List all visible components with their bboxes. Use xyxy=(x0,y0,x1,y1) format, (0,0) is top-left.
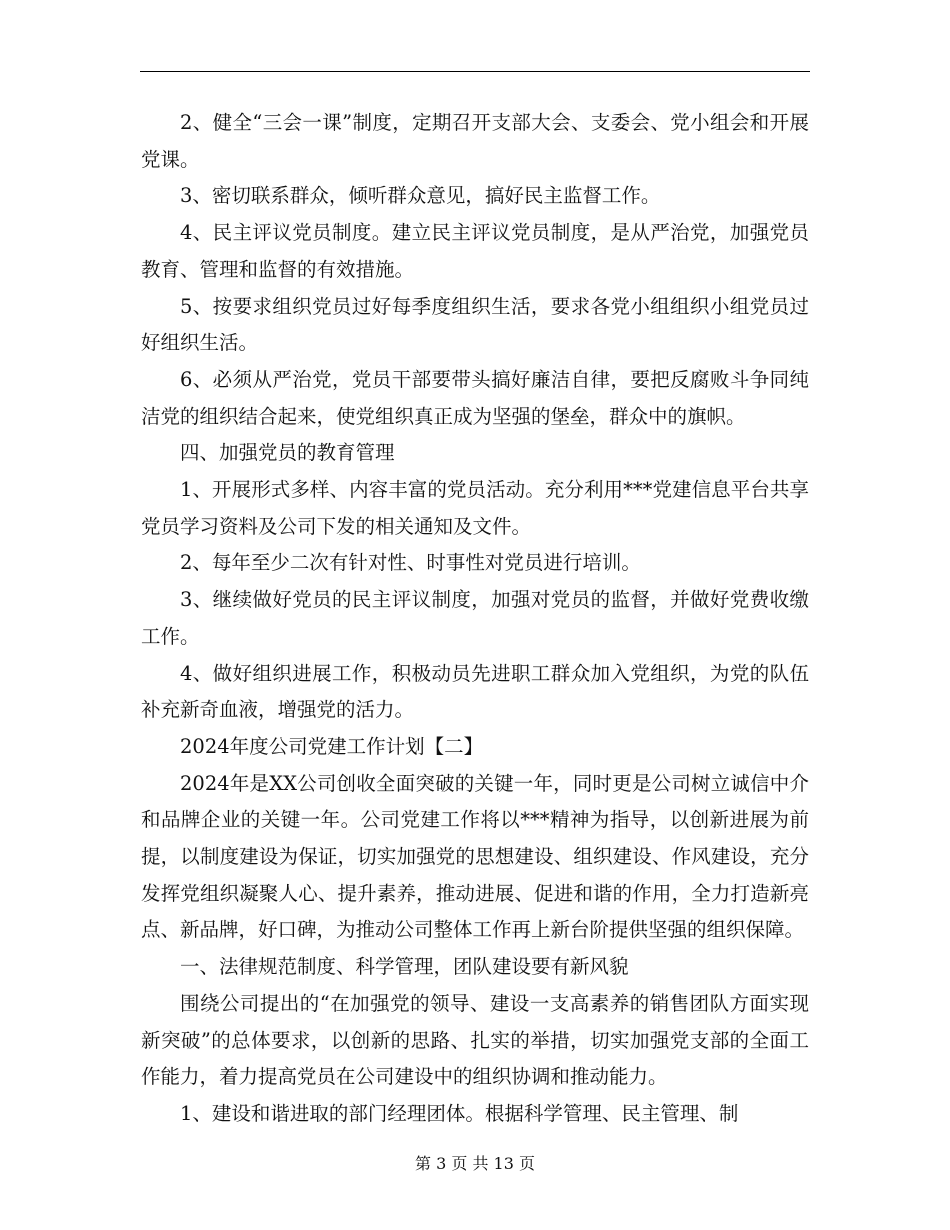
paragraph: 围绕公司提出的“在加强党的领导、建设一支高素养的销售团队方面实现新突破”的总体要求，以创新的思路、扎实的举措，切实加强党支部的全面工作能力，着力提高党员在公司建设中的组织协调和推动能力。 xyxy=(141,991,809,1089)
paragraph: 1、建设和谐进取的部门经理团体。根据科学管理、民主管理、制 xyxy=(180,1101,739,1125)
paragraph: 3、继续做好党员的民主评议制度，加强对党员的监督，并做好党费收缴工作。 xyxy=(141,588,809,648)
paragraph: 5、按要求组织党员过好每季度组织生活，要求各党小组组织小组党员过好组织生活。 xyxy=(141,294,809,355)
paragraph: 4、做好组织进展工作，积极动员先进职工群众加入党组织，为党的队伍补充新奇血液，增强党的活力。 xyxy=(141,661,809,722)
document-subtitle: 2024年度公司党建工作计划【二】 xyxy=(180,734,484,758)
section-heading: 一、法律规范制度、科学管理，团队建设要有新风貌 xyxy=(180,955,629,979)
paragraph: 3、密切联系群众，倾听群众意见，搞好民主监督工作。 xyxy=(180,184,661,208)
document-body xyxy=(141,105,809,1133)
paragraph: 4、民主评议党员制度。建立民主评议党员制度，是从严治党，加强党员教育、管理和监督的有效措施。 xyxy=(141,221,809,281)
header-rule xyxy=(140,71,810,72)
paragraph: 2、每年至少二次有针对性、时事性对党员进行培训。 xyxy=(180,551,641,575)
section-heading: 四、加强党员的教育管理 xyxy=(180,441,395,465)
paragraph: 1、开展形式多样、内容丰富的党员活动。充分利用***党建信息平台共享党员学习资料及公司下发的相关通知及文件。 xyxy=(141,478,809,538)
paragraph: 2024年是XX公司创收全面突破的关键一年，同时更是公司树立诚信中介和品牌企业的关键一年。公司党建工作将以***精神为指导，以创新进展为前提，以制度建设为保证，切实加强党的思想建设、组织建设、作风建设，充分发挥党组织凝聚人心、提升素养，推动进展、促进和谐的作用，全力打造新亮点、新品牌，好口碑，为推动公司整体工作再上新台阶提供坚强的组织保障。 xyxy=(141,771,809,942)
paragraph: 6、必须从严治党，党员干部要带头搞好廉洁自律，要把反腐败斗争同纯洁党的组织结合起来，使党组织真正成为坚强的堡垒，群众中的旗帜。 xyxy=(141,367,809,428)
paragraph: 2、健全“三会一课”制度，定期召开支部大会、支委会、党小组会和开展党课。 xyxy=(141,111,809,171)
page-number-footer: 第 3 页 共 13 页 xyxy=(415,1154,535,1173)
